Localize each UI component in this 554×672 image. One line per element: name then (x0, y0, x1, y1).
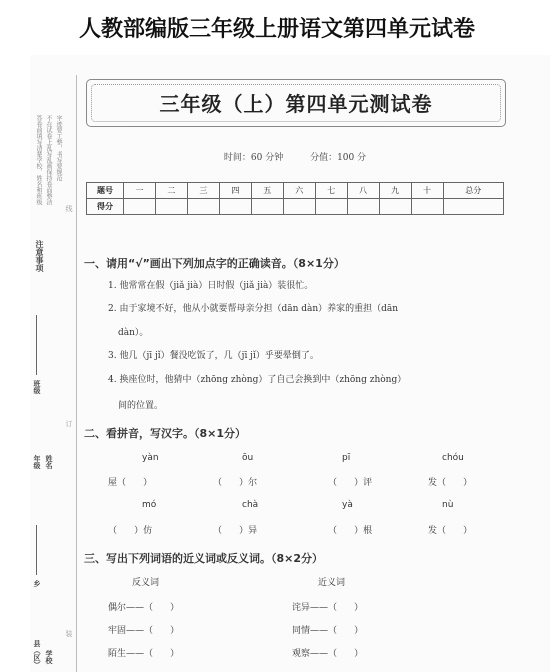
score-table-col: 三 (187, 183, 219, 199)
score-table-col: 八 (347, 183, 379, 199)
synonym-header: 近义词 (318, 578, 346, 588)
pinyin: chóu (442, 453, 464, 463)
section1-item: 2. 由于家境不好，他从小就要帮母亲分担（dān dàn）养家的重担（dān (108, 304, 399, 314)
exam-score: 分值：100 分 (310, 153, 367, 163)
score-table-header-row (87, 183, 504, 199)
class-field-label: 班级 (33, 380, 41, 394)
note-line: 答卷前填写清楚学校、姓名和班级 (35, 115, 42, 205)
score-cell[interactable] (315, 199, 347, 215)
synonym-row[interactable]: 观察——（ ） (292, 649, 364, 659)
binding-strip (30, 75, 77, 672)
score-table-col: 七 (315, 183, 347, 199)
score-cell[interactable] (219, 199, 251, 215)
hanzi-blank[interactable]: （ ）评 (328, 478, 373, 488)
hanzi-blank[interactable]: （ ）异 (213, 526, 258, 536)
score-cell[interactable] (379, 199, 411, 215)
township-field-line[interactable] (36, 525, 37, 575)
grade-field-label: 年级 (33, 455, 41, 469)
score-table-col: 一 (124, 183, 156, 199)
hanzi-blank[interactable]: （ ）根 (328, 526, 373, 536)
score-table-col: 十 (411, 183, 443, 199)
score-table-score-row (87, 199, 504, 215)
binding-mark-pack: 装 (65, 630, 73, 637)
hanzi-blank[interactable]: 屋（ ） (108, 478, 153, 488)
hanzi-blank[interactable]: （ ）尔 (213, 478, 258, 488)
notes-label: 注意事项 (35, 240, 44, 272)
county-field-label: 县（区） (33, 640, 41, 668)
exam-title: 三年级（上）第四单元测试卷 (159, 92, 433, 116)
pinyin: ōu (242, 453, 254, 463)
pinyin: nù (442, 500, 454, 510)
score-cell[interactable] (347, 199, 379, 215)
township-field-label: 乡 (33, 580, 41, 587)
section1-item-continuation: 间的位置。 (118, 401, 164, 411)
score-cell[interactable] (411, 199, 443, 215)
antonym-row[interactable]: 偶尔——（ ） (108, 603, 180, 613)
antonym-row[interactable]: 牢固——（ ） (108, 626, 180, 636)
hanzi-blank[interactable]: （ ）仿 (108, 526, 153, 536)
score-cell[interactable] (283, 199, 315, 215)
section1-item: 4. 换座位时，他猜中（zhōng zhòng）了自己会换到中（zhōng zhòng） (108, 375, 407, 385)
pinyin: yàn (142, 453, 159, 463)
exam-title-box (86, 79, 506, 127)
note-line: 字迹要工整，书写要规范 (55, 115, 62, 181)
section1-item: 1. 他常常在假（jiǎ jià）日时假（jiǎ jià）装很忙。 (108, 281, 314, 291)
score-cell[interactable] (124, 199, 156, 215)
section1-item: 3. 他几（jī jǐ）餐没吃饭了，几（jī jǐ）乎要晕倒了。 (108, 351, 319, 361)
notes-block (30, 115, 70, 235)
pinyin: pī (342, 453, 351, 463)
school-field-label: 学校 (45, 650, 53, 664)
pinyin: mó (142, 500, 157, 510)
hanzi-blank[interactable]: 发（ ） (428, 526, 473, 536)
section1-heading: 一、请用“√”画出下列加点字的正确读音。（8×1分） (84, 257, 345, 270)
section3-heading: 三、写出下列词语的近义词或反义词。（8×2分） (84, 552, 324, 565)
score-table (86, 182, 504, 215)
antonym-row[interactable]: 陌生——（ ） (108, 649, 180, 659)
score-table-col: 四 (219, 183, 251, 199)
binding-mark-line: 线 (65, 205, 73, 212)
exam-time: 时间：60 分钟 (223, 153, 284, 163)
score-table-score-label: 得分 (87, 199, 124, 215)
score-table-header-label: 题号 (87, 183, 124, 199)
synonym-row[interactable]: 诧异——（ ） (292, 603, 364, 613)
exam-meta (86, 150, 504, 163)
score-cell[interactable] (187, 199, 219, 215)
binding-mark-order: 订 (65, 420, 73, 427)
score-cell[interactable] (155, 199, 187, 215)
pinyin: chà (242, 500, 259, 510)
score-table-col: 六 (283, 183, 315, 199)
exam-sheet (30, 55, 550, 672)
section2-heading: 二、看拼音，写汉字。（8×1分） (84, 427, 247, 440)
page-title: 人教部编版三年级上册语文第四单元试卷 (78, 17, 475, 42)
score-table-col: 五 (251, 183, 283, 199)
pinyin: yà (342, 500, 353, 510)
score-cell[interactable] (251, 199, 283, 215)
hanzi-blank[interactable]: 发（ ） (428, 478, 473, 488)
score-table-col: 九 (379, 183, 411, 199)
score-table-col: 二 (155, 183, 187, 199)
note-line: 不在试卷上乱写乱画保持卷面整洁 (45, 115, 52, 205)
score-table-col: 总分 (443, 183, 503, 199)
synonym-row[interactable]: 同情——（ ） (292, 626, 364, 636)
name-field-label: 姓名 (45, 455, 53, 469)
score-cell[interactable] (443, 199, 503, 215)
class-field-line[interactable] (36, 315, 37, 375)
antonym-header: 反义词 (132, 578, 160, 588)
section1-item-continuation: dàn）。 (118, 328, 149, 338)
